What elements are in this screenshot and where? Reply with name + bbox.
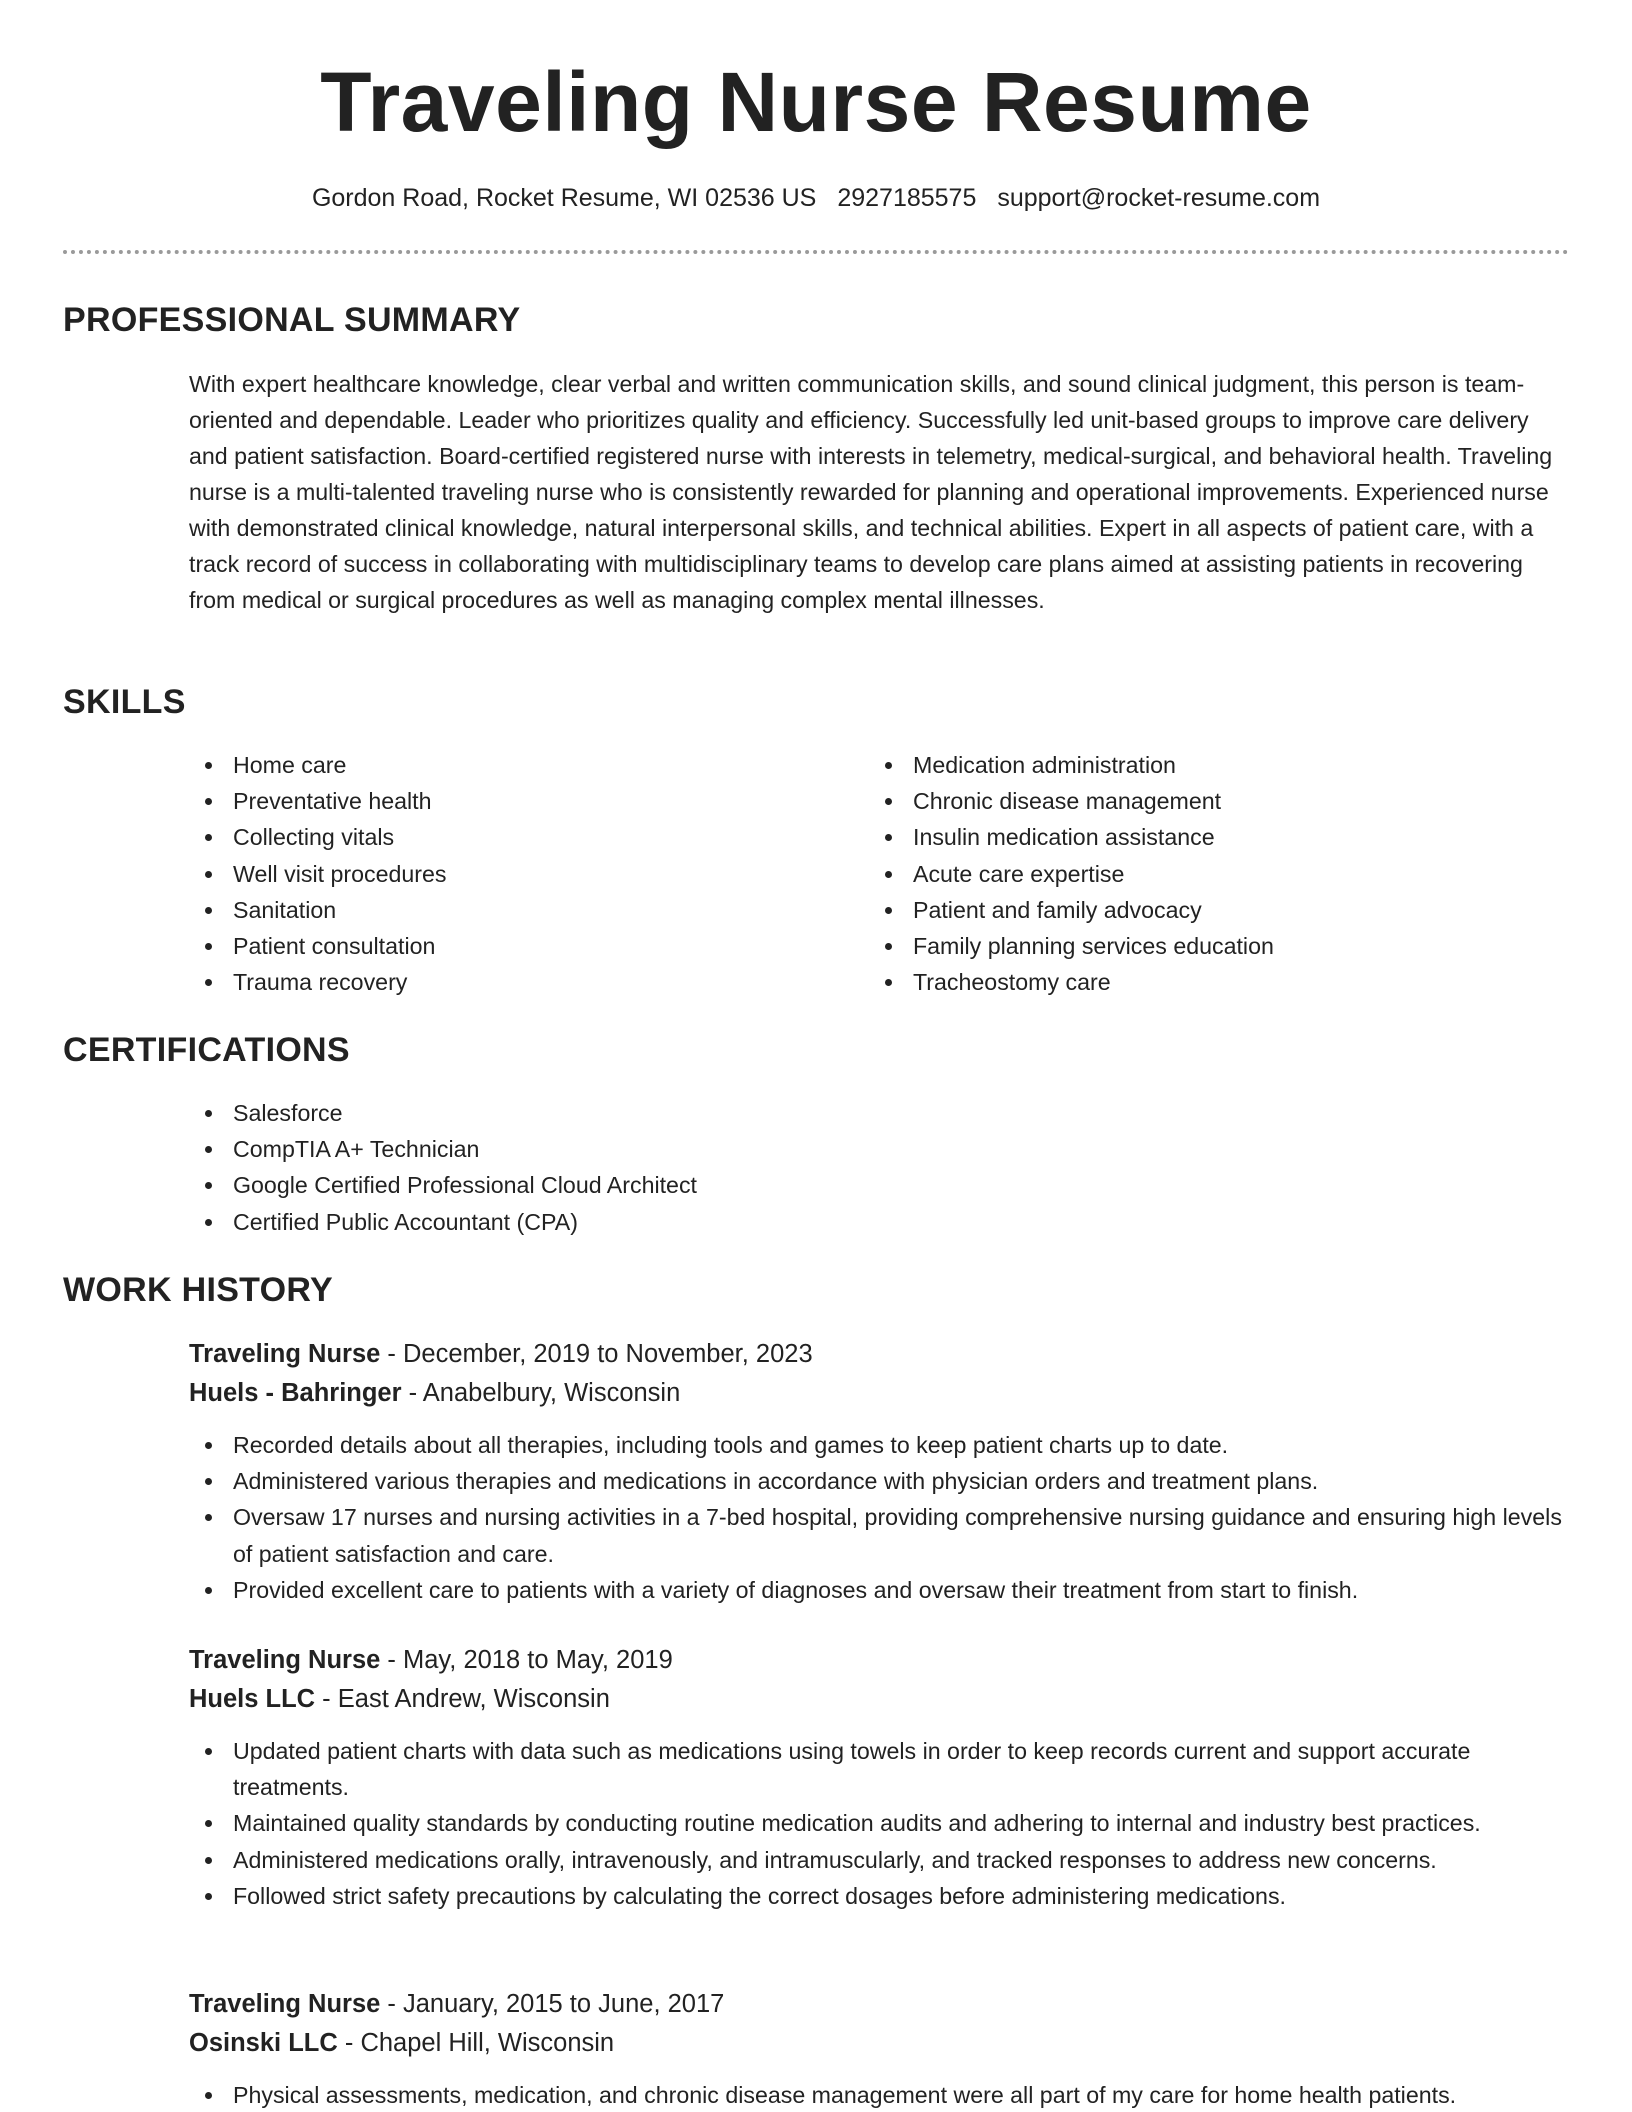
- certification-item: Google Certified Professional Cloud Architect: [189, 1167, 1569, 1203]
- job-title-line: [189, 1985, 1569, 2024]
- job-bullet: Provided excellent care to patients with a variety of diagnoses and oversaw their treatment from start to finish.: [189, 1572, 1569, 1608]
- job-company: Huels LLC: [189, 1685, 316, 1713]
- job-title: Traveling Nurse: [189, 1990, 381, 2018]
- job-bullet: Administered medications orally, intravenously, and intramuscularly, and tracked responses to address new concerns.: [189, 1842, 1569, 1878]
- job-bullet: Administered various therapies and medications in accordance with physician orders and treatment plans.: [189, 1463, 1569, 1499]
- skill-item: Patient consultation: [189, 928, 849, 964]
- skill-item: Preventative health: [189, 783, 849, 819]
- job-company: Osinski LLC: [189, 2029, 338, 2057]
- skill-item: Sanitation: [189, 892, 849, 928]
- job-bullet: Physical assessments, medication, and chronic disease management were all part of my care for home health patients.: [189, 2077, 1569, 2112]
- work-history-heading: WORK HISTORY: [63, 1271, 333, 1309]
- job-title: Traveling Nurse: [189, 1340, 381, 1368]
- job-location: - East Andrew, Wisconsin: [315, 1685, 610, 1713]
- skill-item: Trauma recovery: [189, 964, 849, 1000]
- job-bullets: [189, 2077, 1569, 2112]
- skill-item: Family planning services education: [869, 928, 1569, 964]
- job-title-line: [189, 1335, 1569, 1374]
- certification-item: CompTIA A+ Technician: [189, 1131, 1569, 1167]
- job-title-line: [189, 1641, 1569, 1680]
- header-divider: [63, 250, 1569, 254]
- summary-heading: PROFESSIONAL SUMMARY: [63, 301, 521, 339]
- skill-item: Collecting vitals: [189, 819, 849, 855]
- job-bullets: [189, 1733, 1569, 1914]
- resume-title: Traveling Nurse Resume: [320, 55, 1312, 149]
- job-bullets: [189, 1427, 1569, 1608]
- job-bullet: Recorded details about all therapies, including tools and games to keep patient charts up to date.: [189, 1427, 1569, 1463]
- job-bullet: Maintained quality standards by conducting routine medication audits and adhering to internal and industry best practices.: [189, 1805, 1569, 1841]
- skill-item: Chronic disease management: [869, 783, 1569, 819]
- summary-text: With expert healthcare knowledge, clear verbal and written communication skills, and sound clinical judgment, this person is team-oriented and dependable. Leader who prioritizes quality and efficiency. Successfully led unit-based groups to improve care delivery and patient satisfaction. Board-certified registered nurse with interests in telemetry, medical-surgical, and behavioral health. Traveling nurse is a multi-talented traveling nurse who is consistently rewarded for planning and operational improvements. Experienced nurse with demonstrated clinical knowledge, natural interpersonal skills, and technical abilities. Expert in all aspects of patient care, with a track record of success in collaborating with multidisciplinary teams to develop care plans aimed at assisting patients in recovering from medical or surgical procedures as well as managing complex mental illnesses.: [189, 371, 1553, 613]
- job-title: Traveling Nurse: [189, 1646, 381, 1674]
- certification-item: Salesforce: [189, 1095, 1569, 1131]
- certifications-heading: CERTIFICATIONS: [63, 1031, 350, 1069]
- certifications-list: [189, 1095, 1569, 1240]
- job-location: - Anabelbury, Wisconsin: [401, 1379, 681, 1407]
- contact-line: [0, 181, 1632, 215]
- skills-list-right: [869, 747, 1569, 1000]
- job-company-line: [189, 1374, 1569, 1413]
- job-company: Huels - Bahringer: [189, 1379, 402, 1407]
- job-entry: [189, 1335, 1569, 1608]
- contact-phone: 2927185575: [837, 184, 977, 212]
- skill-item: Tracheostomy care: [869, 964, 1569, 1000]
- skill-item: Patient and family advocacy: [869, 892, 1569, 928]
- job-dates: - May, 2018 to May, 2019: [380, 1646, 673, 1674]
- job-dates: - January, 2015 to June, 2017: [380, 1990, 725, 2018]
- skill-item: Well visit procedures: [189, 856, 849, 892]
- job-company-line: [189, 2024, 1569, 2063]
- skills-list-left: [189, 747, 849, 1000]
- job-bullet: Oversaw 17 nurses and nursing activities in a 7-bed hospital, providing comprehensive nursing guidance and ensuring high levels of patient satisfaction and care.: [189, 1499, 1569, 1571]
- skill-item: Acute care expertise: [869, 856, 1569, 892]
- contact-email: support@rocket-resume.com: [997, 184, 1321, 212]
- job-bullet: Followed strict safety precautions by calculating the correct dosages before administering medications.: [189, 1878, 1569, 1914]
- skill-item: Medication administration: [869, 747, 1569, 783]
- skill-item: Home care: [189, 747, 849, 783]
- job-location: - Chapel Hill, Wisconsin: [337, 2029, 615, 2057]
- job-dates: - December, 2019 to November, 2023: [380, 1340, 813, 1368]
- job-company-line: [189, 1680, 1569, 1719]
- job-entry: [189, 1641, 1569, 1914]
- skills-heading: SKILLS: [63, 683, 186, 721]
- job-entry: [189, 1985, 1569, 2112]
- job-bullet: Updated patient charts with data such as medications using towels in order to keep records current and support accurate treatments.: [189, 1733, 1569, 1805]
- contact-address: Gordon Road, Rocket Resume, WI 02536 US: [311, 184, 817, 212]
- skill-item: Insulin medication assistance: [869, 819, 1569, 855]
- certification-item: Certified Public Accountant (CPA): [189, 1204, 1569, 1240]
